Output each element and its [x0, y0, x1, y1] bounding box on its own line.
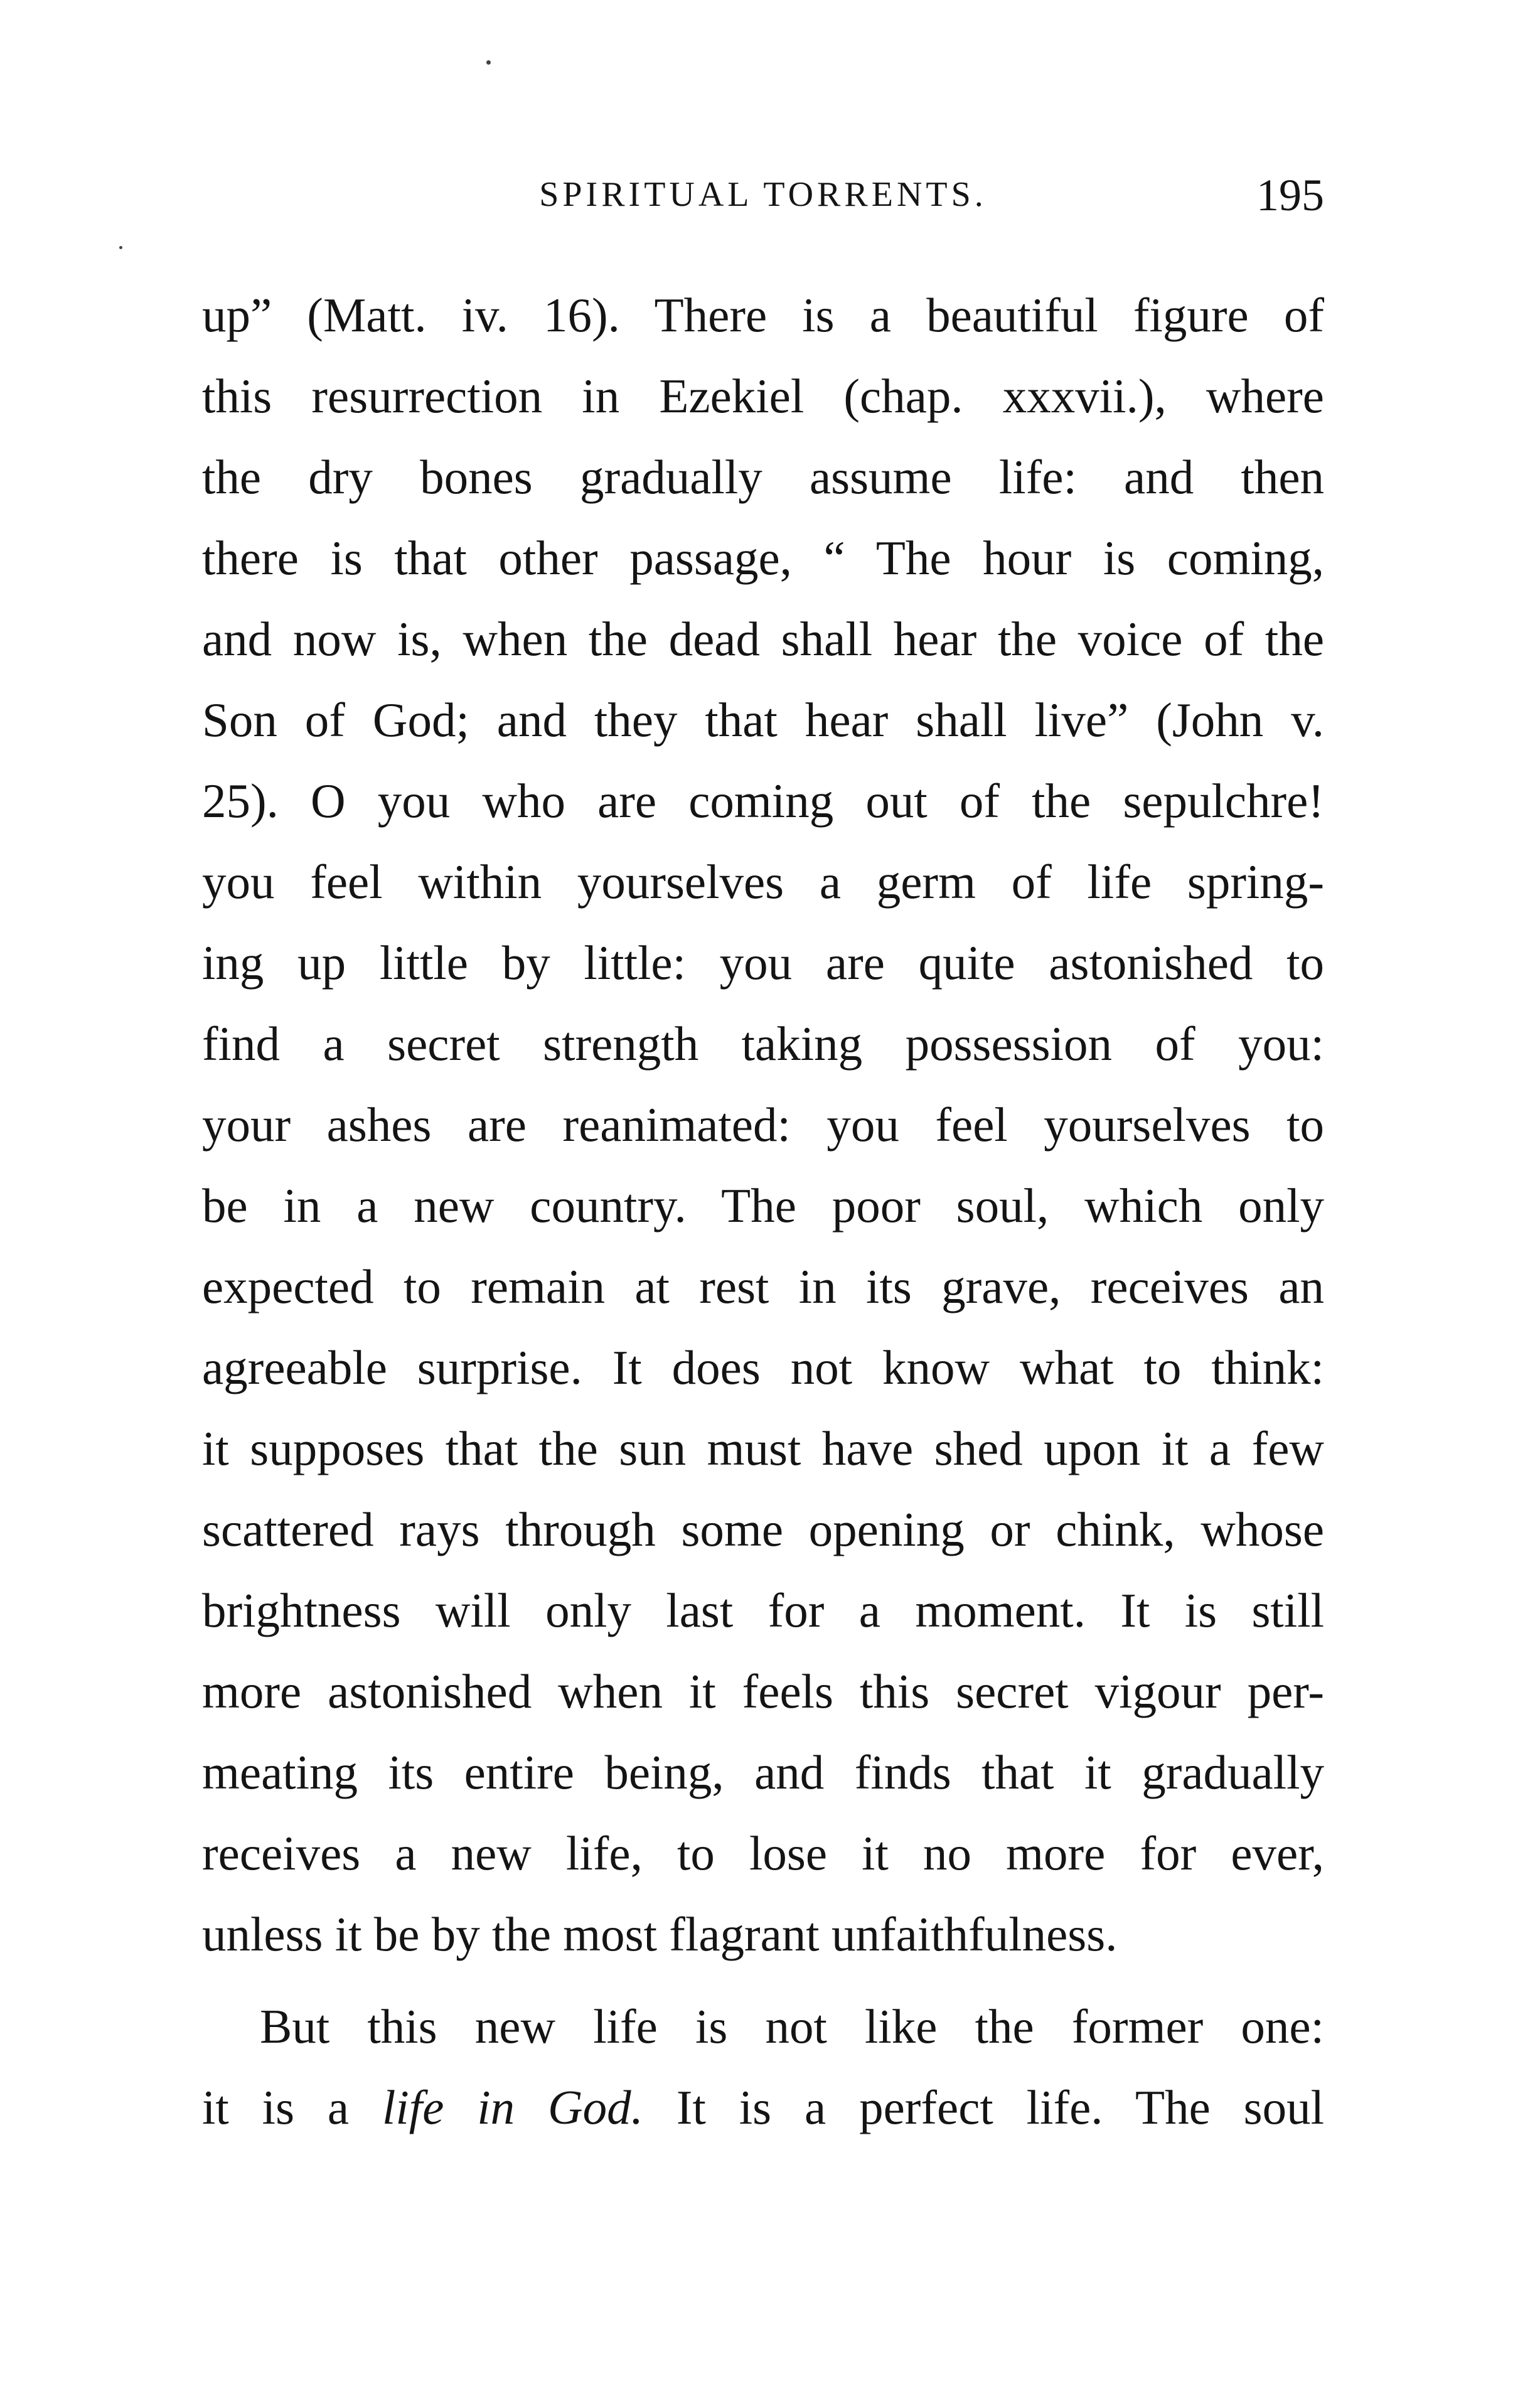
text-line: meating its entire being, and finds that it gradually: [202, 1745, 1324, 1799]
text-line: be in a new country. The poor soul, which only: [202, 1179, 1324, 1233]
text-line: your ashes are reanimated: you feel yourselves to: [202, 1098, 1324, 1152]
running-title: SPIRITUAL TORRENTS.: [539, 175, 987, 214]
scan-speck-top: [486, 60, 491, 65]
text-line: the dry bones gradually assume life: and then: [202, 450, 1324, 504]
text-line: receives a new life, to lose it no more for ever,: [202, 1826, 1324, 1880]
text-line: more astonished when it feels this secret vigour per-: [202, 1664, 1324, 1718]
text-line: expected to remain at rest in its grave, receives an: [202, 1260, 1324, 1313]
text-line: Son of God; and they that hear shall live” (John v.: [202, 693, 1324, 747]
text-run: it is a: [202, 2080, 383, 2134]
italic-phrase: life in God.: [382, 2080, 643, 2134]
text-line: ing up little by little: you are quite astonished to: [202, 936, 1324, 990]
text-run: It is a perfect life. The soul: [643, 2080, 1324, 2134]
text-line: unless it be by the most flagrant unfaithfulness.: [202, 1907, 1118, 1961]
paragraph-1: [202, 275, 1324, 1975]
text-line: find a secret strength taking possession of you:: [202, 1017, 1324, 1071]
text-line: 25). O you who are coming out of the sepulchre!: [202, 774, 1324, 828]
running-header: [202, 169, 1324, 226]
text-line: brightness will only last for a moment. It is still: [202, 1583, 1324, 1637]
text-line: up” (Matt. iv. 16). There is a beautiful figure of: [202, 288, 1324, 342]
paragraph-2: [202, 1986, 1324, 2148]
text-line: [202, 2067, 1324, 2148]
body-text: [202, 275, 1324, 2148]
scan-speck-left: [119, 246, 122, 249]
text-line: But this new life is not like the former one:: [260, 1999, 1324, 2053]
text-line: you feel within yourselves a germ of life spring-: [202, 855, 1324, 909]
page-number: 195: [1256, 170, 1324, 220]
text-line: scattered rays through some opening or chink, whose: [202, 1502, 1324, 1556]
text-line: and now is, when the dead shall hear the voice of the: [202, 612, 1324, 666]
text-line: it supposes that the sun must have shed upon it a few: [202, 1421, 1324, 1475]
text-line: agreeable surprise. It does not know what to think:: [202, 1340, 1324, 1394]
text-line: there is that other passage, “ The hour is coming,: [202, 531, 1324, 585]
text-line: this resurrection in Ezekiel (chap. xxxvii.), where: [202, 369, 1324, 423]
